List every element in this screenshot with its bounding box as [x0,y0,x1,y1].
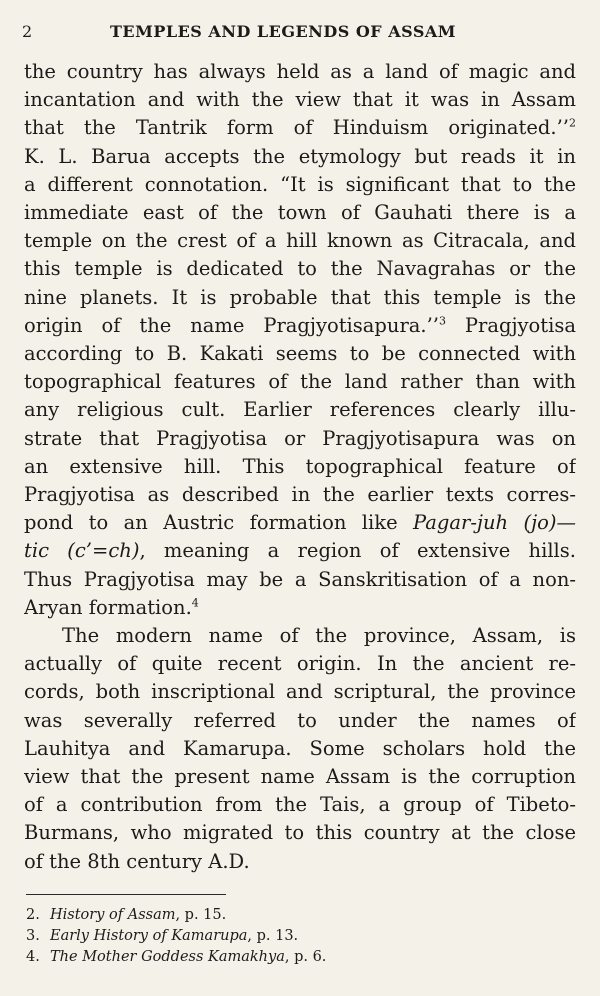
note-ref: 3 [439,314,447,328]
text-line: of the 8th century A.D. [24,849,250,873]
text-line: Pragjyotisa as described in the earlier texts corres- [24,483,576,507]
text-line: any religious cult. Earlier references clearly illu- [24,398,576,422]
running-title: TEMPLES AND LEGENDS OF ASSAM [110,22,456,41]
text-line: of a contribution from the Tais, a group of Tibeto- [24,793,576,817]
italic-term: tic (c’=ch) [24,539,140,563]
text-line: strate that Pragjyotisa or Pragjyotisapura was on [24,426,576,450]
footnote-rule [26,894,226,895]
text-line: nine planets. It is probable that this temple is the [24,285,576,309]
text-line: Thus Pragjyotisa may be a Sanskritisation of a non- [24,567,576,591]
note-ref: 4 [191,596,199,610]
footnote: 2. History of Assam, p. 15. [26,907,227,923]
text-line: topographical features of the land rather than with [24,370,576,394]
text-line: Lauhitya and Kamarupa. Some scholars hold the [24,736,576,760]
text-line: incantation and with the view that it was in Assam [24,88,576,112]
text-line: that the Tantrik form of Hinduism originated.’’$^2$ [24,116,576,140]
text-line: a different connotation. “It is significant that to the [24,172,576,196]
text-line: this temple is dedicated to the Navagrahas or the [24,257,576,281]
text-line: tic (c’=ch), meaning a region of extensive hills. [24,539,576,563]
text-line: was severally referred to under the names of [24,708,576,732]
footnotes [26,905,566,968]
italic-term: Pagar-juh (jo)— [413,511,576,535]
text-line: cords, both inscriptional and scriptural, the province [24,680,576,704]
text-line: an extensive hill. This topographical feature of [24,454,576,478]
text-line: temple on the crest of a hill known as Citracala, and [24,229,576,253]
text-line: Aryan formation.$^4$ [24,595,199,619]
body-text [24,58,576,876]
page-header [22,22,578,44]
page-number: 2 [22,22,33,41]
text-line: origin of the name Pragjyotisapura.’’$^3$ Pragjyotisa [24,313,576,337]
text-line: Burmans, who migrated to this country at the close [24,821,576,845]
text-line: pond to an Austric formation like Pagar-juh (jo)— [24,511,576,535]
note-ref: 2 [569,116,576,130]
text-line: actually of quite recent origin. In the ancient re- [24,652,576,676]
text-line: K. L. Barua accepts the etymology but reads it in [24,144,576,168]
text-line: immediate east of the town of Gauhati there is a [24,201,576,225]
text-line: The modern name of the province, Assam, is [62,624,576,648]
footnote: 4. The Mother Goddess Kamakhya, p. 6. [26,949,327,965]
text-line: the country has always held as a land of magic and [24,60,576,83]
footnote: 3. Early History of Kamarupa, p. 13. [26,928,299,944]
text-line: view that the present name Assam is the corruption [24,765,576,789]
text-line: according to B. Kakati seems to be connected with [24,342,576,366]
